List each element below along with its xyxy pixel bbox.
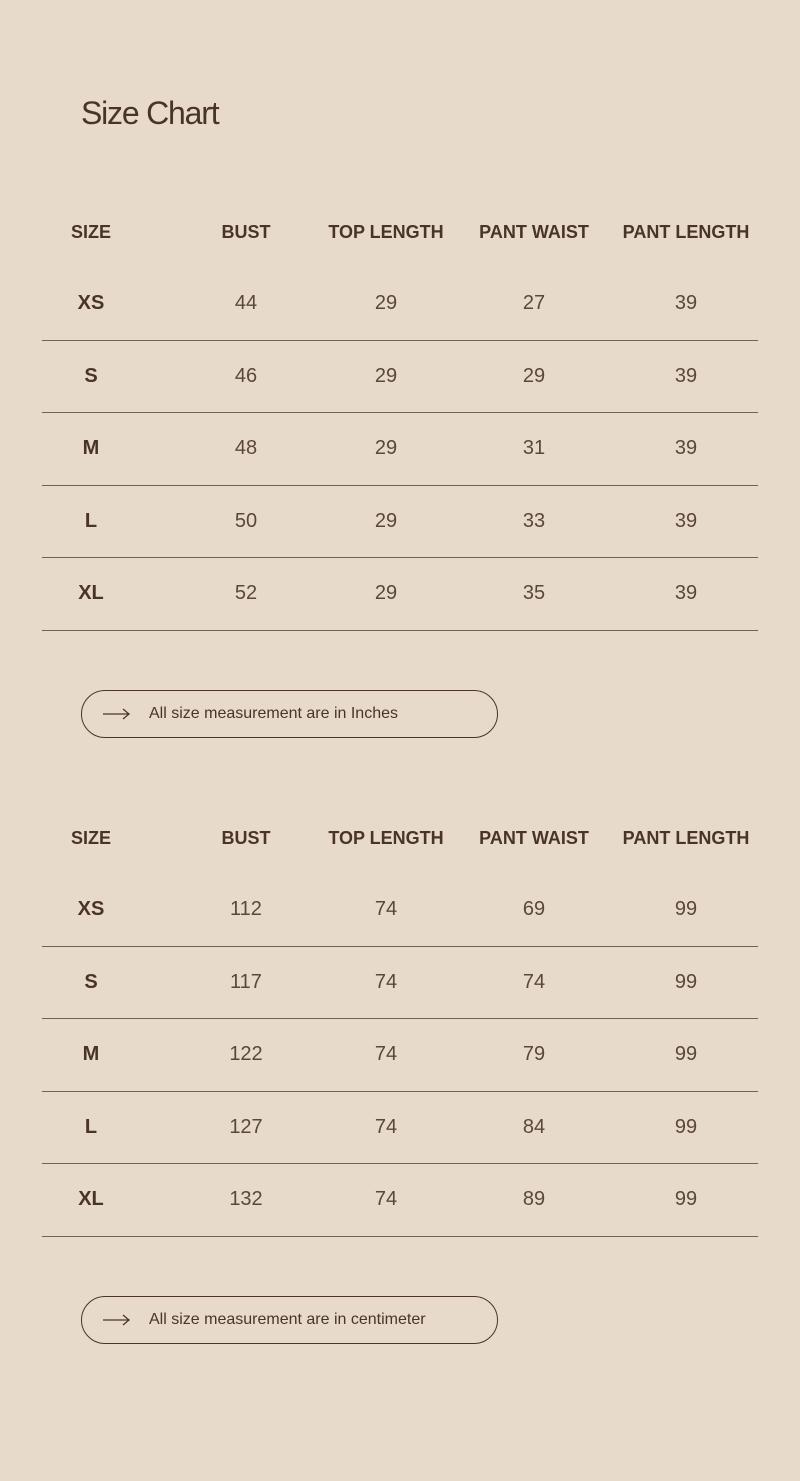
size-table-centimeter [42, 802, 758, 1237]
table-row [42, 874, 758, 947]
top-length-cell: 74 [374, 970, 398, 993]
pant-waist-cell: 74 [522, 970, 546, 993]
pant-waist-cell: 69 [522, 898, 546, 921]
table-header-row [42, 802, 758, 874]
pant-length-cell: 99 [674, 970, 698, 993]
bust-cell: 50 [234, 509, 258, 532]
column-header-pant-waist: PANT WAIST [479, 221, 589, 242]
table-row [42, 558, 758, 631]
bust-cell: 112 [230, 898, 262, 921]
table-row [42, 947, 758, 1020]
top-length-cell: 74 [374, 1043, 398, 1066]
pant-length-cell: 39 [674, 582, 698, 605]
table-row [42, 1164, 758, 1237]
column-header-top-length: TOP LENGTH [328, 221, 444, 242]
pant-waist-cell: 29 [522, 364, 546, 387]
bust-cell: 132 [229, 1188, 263, 1211]
top-length-cell: 74 [374, 1115, 398, 1138]
column-header-bust: BUST [221, 827, 271, 848]
pant-length-cell: 99 [674, 898, 698, 921]
bust-cell: 122 [229, 1043, 263, 1066]
size-cell: S [84, 364, 98, 387]
table-row [42, 268, 758, 341]
pant-length-cell: 99 [674, 1188, 698, 1211]
page-title: Size Chart [81, 95, 219, 131]
column-header-bust: BUST [221, 221, 271, 242]
pant-length-cell: 39 [674, 364, 698, 387]
bust-cell: 52 [234, 582, 258, 605]
size-cell: L [84, 509, 98, 532]
size-cell: M [82, 1043, 100, 1066]
unit-note-text: All size measurement are in centimeter [149, 1311, 426, 1328]
pant-length-cell: 39 [674, 509, 698, 532]
size-cell: XS [77, 898, 105, 921]
top-length-cell: 29 [374, 364, 398, 387]
table-row [42, 486, 758, 559]
size-cell: XL [78, 582, 104, 605]
pant-waist-cell: 89 [522, 1188, 546, 1211]
pant-waist-cell: 84 [522, 1115, 546, 1138]
pant-length-cell: 99 [674, 1043, 698, 1066]
column-header-pant-length: PANT LENGTH [622, 827, 750, 848]
bust-cell: 48 [234, 437, 258, 460]
size-cell: XS [77, 292, 105, 315]
pant-waist-cell: 31 [522, 437, 546, 460]
pant-length-cell: 39 [674, 292, 698, 315]
pant-waist-cell: 35 [522, 582, 546, 605]
size-cell: L [84, 1115, 98, 1138]
arrow-right-icon [103, 708, 131, 720]
table-row [42, 341, 758, 414]
table-row [42, 413, 758, 486]
unit-note-inches [81, 690, 498, 738]
top-length-cell: 29 [374, 509, 398, 532]
pant-waist-cell: 27 [522, 292, 546, 315]
bust-cell: 44 [234, 292, 258, 315]
pant-waist-cell: 33 [522, 509, 546, 532]
top-length-cell: 29 [374, 582, 398, 605]
unit-note-text: All size measurement are in Inches [149, 705, 398, 722]
pant-length-cell: 99 [674, 1115, 698, 1138]
column-header-pant-length: PANT LENGTH [622, 221, 750, 242]
top-length-cell: 74 [374, 898, 398, 921]
table-row [42, 1019, 758, 1092]
column-header-size: SIZE [70, 827, 111, 848]
table-header-row [42, 196, 758, 268]
column-header-pant-waist: PANT WAIST [479, 827, 589, 848]
size-cell: S [84, 970, 98, 993]
bust-cell: 46 [234, 364, 258, 387]
pant-length-cell: 39 [674, 437, 698, 460]
top-length-cell: 29 [374, 437, 398, 460]
pant-waist-cell: 79 [522, 1043, 546, 1066]
bust-cell: 117 [230, 970, 262, 993]
top-length-cell: 29 [374, 292, 398, 315]
arrow-right-icon [103, 1314, 131, 1326]
size-table-inches [42, 196, 758, 631]
table-row [42, 1092, 758, 1165]
size-cell: XL [78, 1188, 104, 1211]
bust-cell: 127 [229, 1115, 263, 1138]
size-cell: M [82, 437, 100, 460]
column-header-top-length: TOP LENGTH [328, 827, 444, 848]
column-header-size: SIZE [70, 221, 111, 242]
top-length-cell: 74 [374, 1188, 398, 1211]
unit-note-centimeter [81, 1296, 498, 1344]
